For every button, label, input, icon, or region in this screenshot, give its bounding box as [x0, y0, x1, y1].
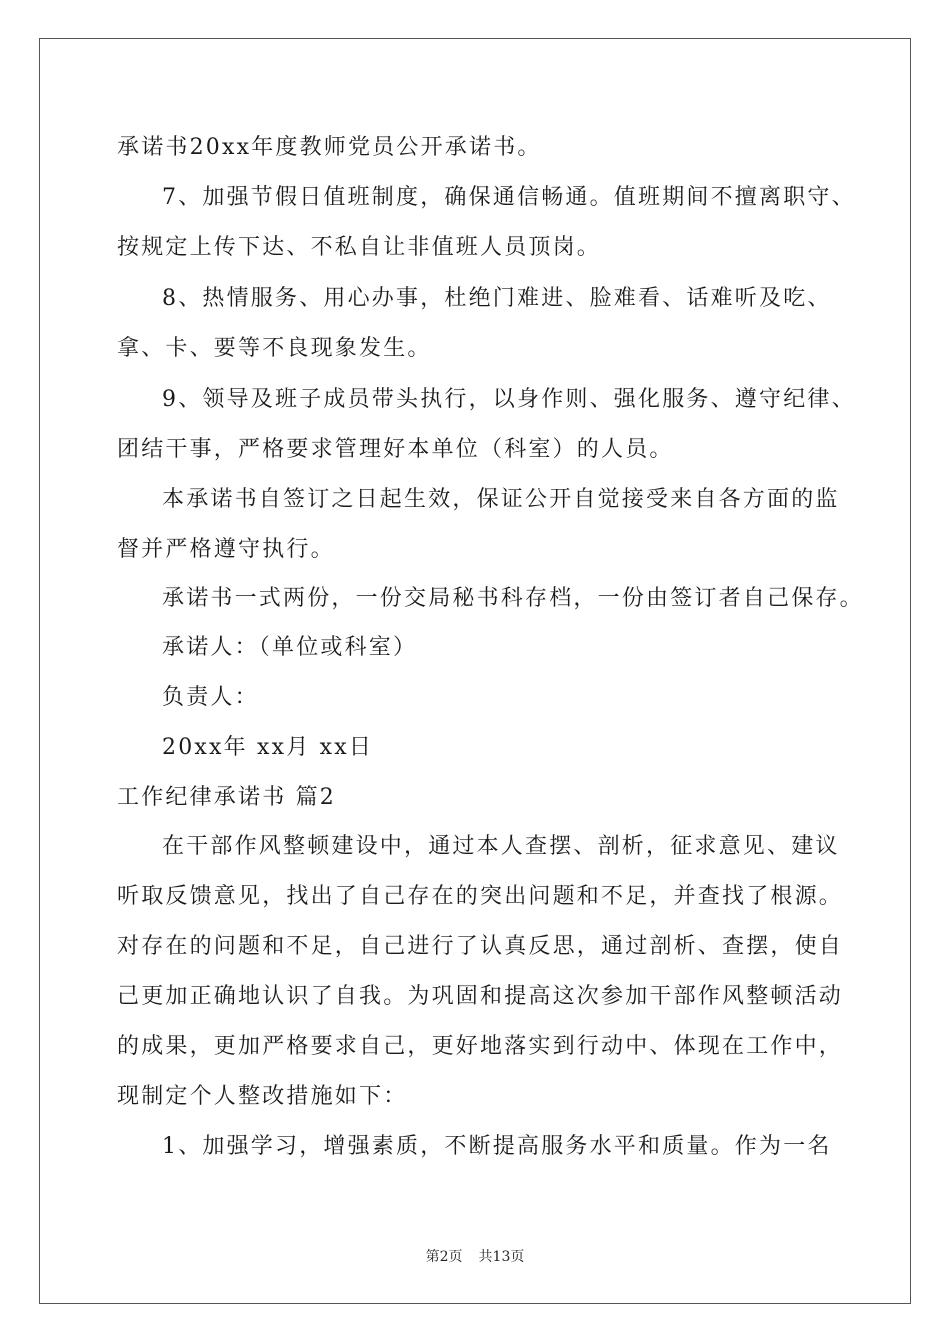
text-line: 听取反馈意见，找出了自己存在的突出问题和不足，并查找了根源。 [117, 884, 844, 909]
text-line: 拿、卡、要等不良现象发生。 [117, 336, 432, 361]
text-line: 的成果，更加严格要求自己，更好地落实到行动中、体现在工作中， [117, 1034, 844, 1059]
text-line: 7、加强节假日值班制度，确保通信畅通。值班期间不擅离职守、 [162, 185, 856, 210]
text-line: 承诺书20xx年度教师党员公开承诺书。 [117, 135, 542, 160]
text-line: 9、领导及班子成员带头执行，以身作则、强化服务、遵守纪律、 [162, 387, 856, 412]
text-line: 8、热情服务、用心办事，杜绝门难进、脸难看、话难听及吃、 [162, 286, 832, 311]
text-line: 己更加正确地认识了自我。为巩固和提高这次参加干部作风整顿活动 [117, 984, 844, 1009]
text-line: 现制定个人整改措施如下： [117, 1084, 408, 1109]
text-line: 20xx年 xx月 xx日 [162, 735, 374, 760]
text-line: 团结干事，严格要求管理好本单位（科室）的人员。 [117, 437, 674, 462]
page-footer [0, 1248, 950, 1266]
text-line: 督并严格遵守执行。 [117, 537, 335, 562]
page-border [39, 38, 911, 1304]
text-line: 在干部作风整顿建设中，通过本人查摆、剖析，征求意见、建议 [162, 834, 840, 859]
text-line: 1、加强学习，增强素质，不断提高服务水平和质量。作为一名 [162, 1134, 832, 1159]
page-total: 共13页 [478, 1249, 525, 1265]
text-line: 按规定上传下达、不私自让非值班人员顶岗。 [117, 235, 602, 260]
text-line: 负责人： [162, 685, 259, 710]
section-heading: 工作纪律承诺书 篇2 [117, 785, 336, 810]
text-line: 承诺人：（单位或科室） [162, 635, 418, 660]
page-number: 第2页 [425, 1249, 463, 1265]
text-line: 本承诺书自签订之日起生效，保证公开自觉接受来自各方面的监 [162, 487, 840, 512]
text-line: 承诺书一式两份，一份交局秘书科存档，一份由签订者自己保存。 [162, 586, 864, 611]
text-line: 对存在的问题和不足，自己进行了认真反思，通过剖析、查摆，使自 [117, 934, 844, 959]
